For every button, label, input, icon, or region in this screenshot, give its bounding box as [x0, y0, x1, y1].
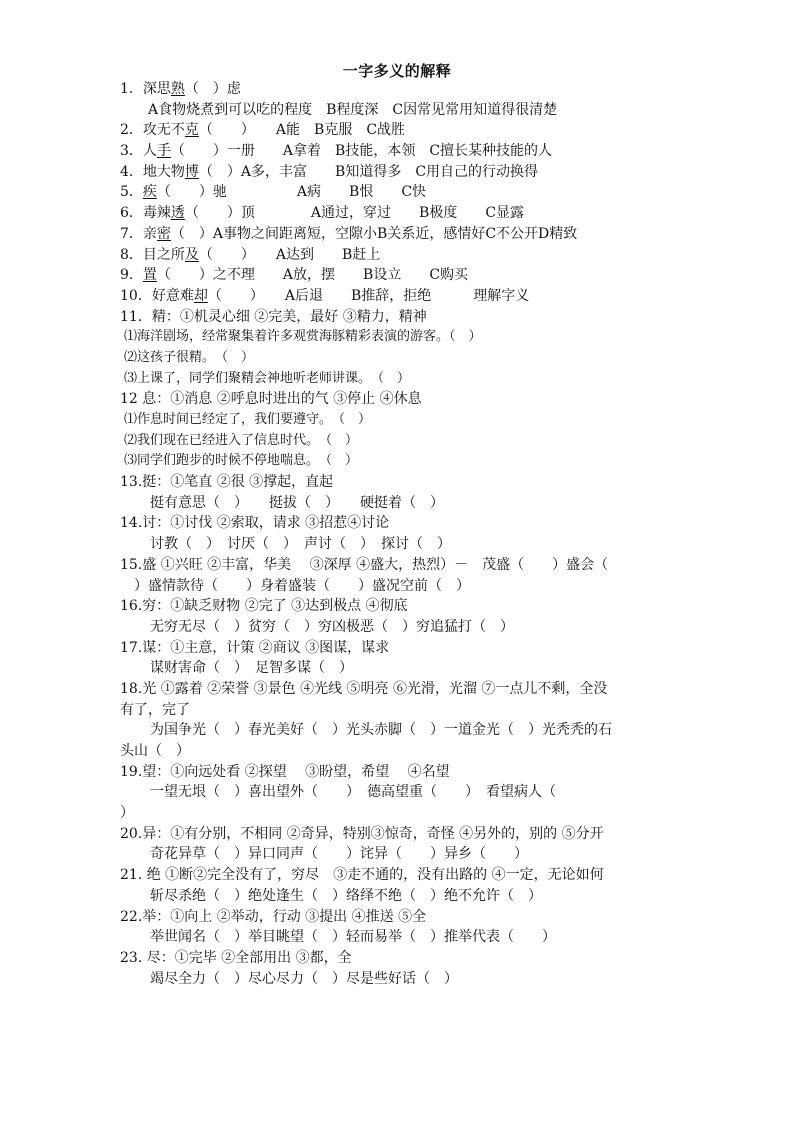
line-text: 9． [120, 267, 143, 284]
text-line [120, 555, 680, 576]
text-line [120, 493, 680, 514]
line-text: （ ）A事物之间距离短，空隙小B关系近，感情好C不公开D精致 [170, 225, 578, 242]
target-character: 疾 [142, 184, 157, 201]
line-text: （ ）顶 A通过，穿过 B极度 C显露 [184, 205, 525, 222]
text-line [120, 865, 680, 886]
text-line [120, 410, 680, 431]
text-line [120, 182, 680, 203]
target-character: 透 [170, 205, 185, 222]
line-text: ⑶同学们跑步的时候不停地喘息。 （ ） [124, 453, 359, 469]
line-text: 13.挺：①笔直 ②很 ③撑起，直起 [120, 474, 334, 491]
target-character: 密 [156, 225, 171, 242]
line-text: 2．攻无不 [120, 122, 185, 139]
target-character: 手 [156, 143, 171, 160]
text-line [120, 886, 680, 907]
line-text: 竭尽全力（ ）尽心尽力（ ）尽是些好话（ ） [150, 970, 458, 987]
line-text: （ ） A能 B克服 C战胜 [198, 122, 406, 139]
line-text: （ ）一册 A拿着 B技能，本领 C擅长某种技能的人 [170, 143, 553, 160]
target-character: 博 [184, 163, 199, 180]
line-text: 6．毒辣 [120, 205, 171, 222]
line-text: （ ）A多，丰富 B知道得多 C用自己的行动换得 [198, 163, 539, 180]
text-line [120, 679, 680, 700]
line-text: 头山（ ） [120, 743, 190, 759]
line-text: 斩尽杀绝（ ）绝处逢生（ ）络绎不绝（ ）绝不允许（ ） [150, 887, 542, 904]
target-character: 熟 [170, 81, 185, 97]
line-text: 20.异：①有分别，不相同 ②奇异，特别③惊奇，奇怪 ④另外的，别的 ⑤分开 [120, 825, 604, 842]
text-line [120, 120, 680, 141]
line-text: 16.穷：①缺乏财物 ②完了 ③达到极点 ④彻底 [120, 598, 408, 615]
line-text: 讨教（ ） 讨厌（ ） 声讨（ ） 探讨（ ） [150, 536, 451, 553]
line-text: 3．人 [120, 143, 157, 160]
line-text: A食物烧煮到可以吃的程度 B程度深 C因常见常用知道得很清楚 [148, 101, 558, 118]
line-text: 谋财害命（ ） 足智多谋（ ） [150, 660, 353, 677]
text-line [120, 948, 680, 969]
line-text: 8．目之所 [120, 246, 185, 263]
text-line [120, 286, 680, 307]
text-line [120, 451, 680, 472]
text-line [120, 969, 680, 990]
line-text: 1．深思 [120, 81, 171, 97]
text-line [120, 824, 680, 845]
line-text: 21. 绝 ①断②完全没有了，穷尽 ③走不通的，没有出路的 ④一定，无论如何 [120, 867, 604, 884]
text-line [120, 79, 680, 100]
text-line [120, 327, 680, 348]
line-text: ⑵我们现在已经进入了信息时代。 （ ） [124, 432, 359, 448]
text-line [120, 638, 680, 659]
text-line [120, 307, 680, 328]
line-text: 无穷无尽（ ）贫穷（ ）穷凶极恶（ ）穷追猛打（ ） [150, 618, 514, 635]
line-text: （ ）驰 A病 B恨 C快 [156, 184, 427, 201]
line-text: （ ）之不理 A放，摆 B设立 C购买 [156, 267, 469, 284]
line-text: 10．好意难 [120, 287, 194, 304]
text-line [120, 907, 680, 928]
text-line [120, 369, 680, 390]
line-text: 7．亲 [120, 225, 157, 242]
line-text: ⑵这孩子很精。 （ ） [124, 349, 255, 365]
text-line [120, 203, 680, 224]
line-text: 23. 尽：①完毕 ②全部用出 ③都，全 [120, 949, 352, 966]
text-line [120, 700, 680, 721]
text-line [120, 389, 680, 410]
text-line [120, 141, 680, 162]
text-line [120, 617, 680, 638]
text-line [120, 741, 680, 762]
text-line [120, 265, 680, 286]
target-character: 及 [184, 246, 199, 263]
text-line [120, 844, 680, 865]
text-line [120, 576, 680, 597]
text-line [120, 513, 680, 534]
text-line [120, 224, 680, 245]
text-line [120, 927, 680, 948]
line-text: 22.举：①向上 ②举动，行动 ③提出 ④推送 ⑤全 [120, 908, 427, 925]
text-line [120, 534, 680, 555]
text-line [120, 762, 680, 783]
line-text: （ ）虑 [184, 81, 241, 97]
line-text: （ ） A达到 B赶上 [198, 246, 381, 263]
line-text: 19.望：①向远处看 ②探望 ③盼望，希望 ④名望 [120, 763, 450, 780]
line-text: ⑶上课了，同学们聚精会神地听老师讲课。 （ ） [124, 370, 411, 386]
line-text: 一望无垠（ ）喜出望外（ ） 德高望重（ ） 看望病人（ [150, 784, 556, 801]
line-text: 奇花异草（ ）异口同声（ ）诧异（ ）异乡（ ） [150, 846, 528, 863]
line-text: 14.讨：①讨伐 ②索取，请求 ③招惹④讨论 [120, 515, 390, 532]
line-text: 17.谋：①主意，计策 ②商议 ③图谋，谋求 [120, 639, 390, 656]
line-text: （ ） A后退 B推辞，拒绝 理解字义 [207, 287, 530, 304]
text-line [120, 596, 680, 617]
line-text: ）盛情款待（ ）身着盛装（ ）盛况空前（ ） [120, 577, 470, 594]
text-line [120, 782, 680, 803]
line-text: 4．地大物 [120, 163, 185, 180]
text-line [120, 245, 680, 266]
target-character: 置 [142, 267, 157, 284]
line-text: 为国争光（ ）春光美好（ ）光头赤脚（ ）一道金光（ ）光秃秃的石 [150, 722, 612, 739]
text-line [120, 431, 680, 452]
text-line [120, 658, 680, 679]
text-line [120, 100, 680, 121]
line-text: 举世闻名（ ）举目眺望（ ）轻而易举（ ）推举代表（ ） [150, 929, 556, 946]
line-text: ） [120, 805, 134, 822]
line-text: ⑴海洋剧场，经常聚集着许多观赏海豚精彩表演的游客。（ ） [124, 329, 482, 345]
page-title: 一字多义的解释 [342, 62, 452, 80]
line-text: 18.光 ①露着 ②荣誉 ③景色 ④光线 ⑤明亮 ⑥光滑，光溜 ⑦一点儿不剩，全没 [120, 680, 608, 697]
target-character: 却 [193, 287, 208, 304]
line-text: 有了，完了 [120, 701, 190, 718]
exercise-list [120, 79, 680, 989]
line-text: 11．精：①机灵心细 ②完美，最好 ③精力，精神 [120, 308, 427, 325]
text-line [120, 720, 680, 741]
line-text: 5． [120, 184, 143, 201]
line-text: 12 息：①消息 ②呼息时进出的气 ③停止 ④休息 [120, 391, 422, 408]
target-character: 克 [184, 122, 199, 139]
line-text: ⑴作息时间已经定了，我们要遵守。 （ ） [124, 412, 372, 427]
line-text: 15.盛 ①兴旺 ②丰富，华美 ③深厚 ④盛大，热烈）－ 茂盛（ ）盛会（ [120, 556, 609, 573]
text-line [120, 803, 680, 824]
text-line [120, 472, 680, 493]
line-text: 挺有意思（ ） 挺拔（ ） 硬挺着（ ） [150, 494, 444, 511]
text-line [120, 162, 680, 183]
text-line [120, 348, 680, 369]
